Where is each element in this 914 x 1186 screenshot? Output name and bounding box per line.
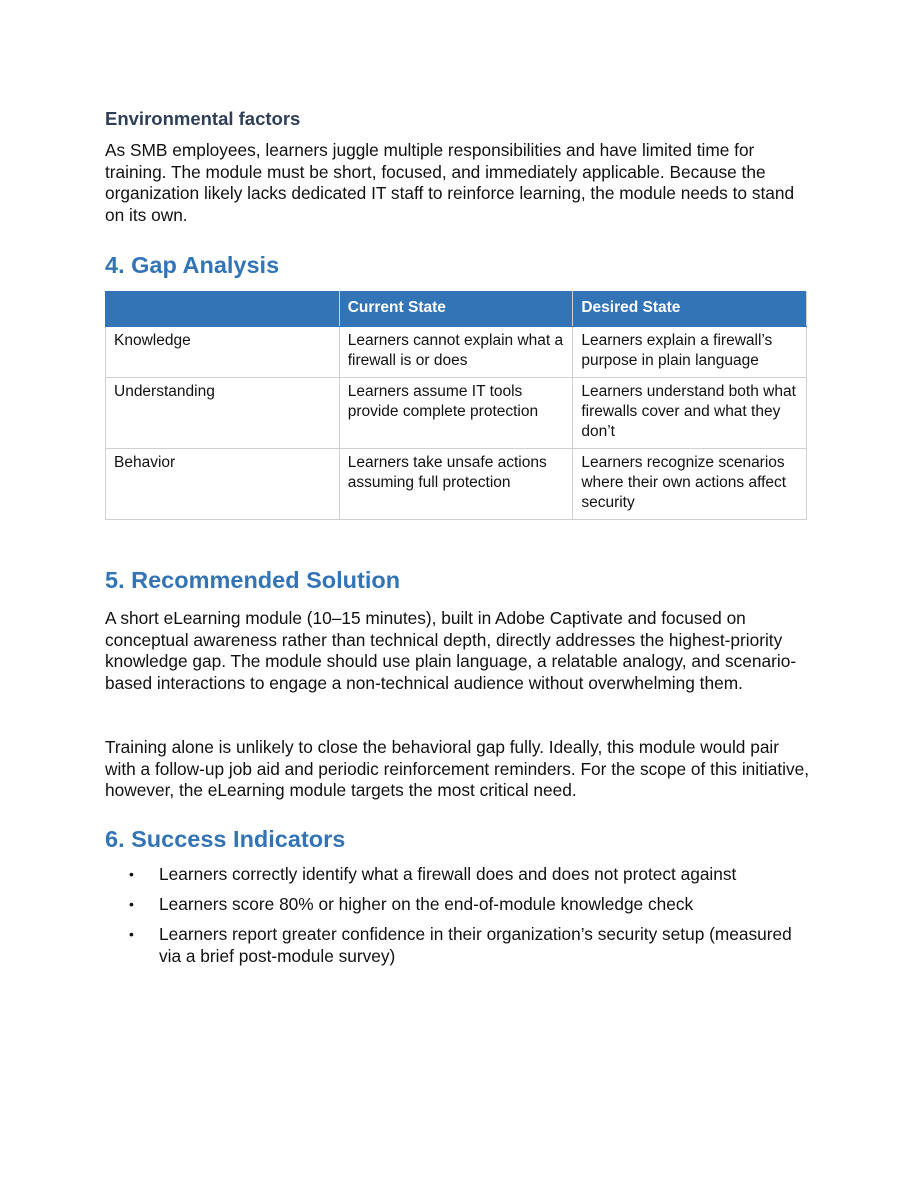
list-item-text: Learners score 80% or higher on the end-of-module knowledge check bbox=[159, 894, 694, 915]
list-item-text: Learners correctly identify what a firewall does and does not protect against bbox=[159, 864, 737, 884]
recommended-solution-heading: 5. Recommended Solution bbox=[105, 567, 401, 593]
current-state-cell: Learners take unsafe actions assuming full protection bbox=[339, 449, 573, 520]
current-state-cell: Learners assume IT tools provide complete protection bbox=[339, 378, 573, 449]
column-header-empty bbox=[106, 292, 340, 327]
bullet-icon: • bbox=[129, 866, 134, 882]
desired-state-cell: Learners explain a firewall’s purpose in plain language bbox=[573, 327, 807, 378]
success-indicators-heading: 6. Success Indicators bbox=[105, 826, 346, 852]
current-state-cell: Learners cannot explain what a firewall is or does bbox=[339, 327, 573, 378]
row-label: Knowledge bbox=[106, 327, 340, 378]
recommended-solution-paragraph-1: A short eLearning module (10–15 minutes), built in Adobe Captivate and focused on conceptual awareness rather than technical depth, directly addresses the highest-priority knowledge gap. The module should use plain language, a relatable analogy, and scenario-based interactions to engage a non-technical audience without overwhelming them. bbox=[105, 608, 797, 693]
environmental-factors-paragraph: As SMB employees, learners juggle multiple responsibilities and have limited time for training. The module must be short, focused, and immediately applicable. Because the organization likely lacks dedicated IT staff to reinforce learning, the module needs to stand on its own. bbox=[105, 140, 795, 225]
list-item bbox=[105, 924, 807, 967]
row-label: Behavior bbox=[106, 449, 340, 520]
table-row bbox=[106, 327, 807, 378]
column-header-desired-state: Desired State bbox=[573, 292, 807, 327]
recommended-solution-paragraph-2: Training alone is unlikely to close the behavioral gap fully. Ideally, this module would pair with a follow-up job aid and periodic reinforcement reminders. For the scope of this initiative, however, the eLearning module targets the most critical need. bbox=[105, 737, 810, 801]
gap-analysis-heading: 4. Gap Analysis bbox=[105, 252, 280, 278]
list-item-text: Learners report greater confidence in their organization’s security setup (measured via a brief post-module survey) bbox=[159, 924, 792, 966]
gap-analysis-table bbox=[105, 291, 807, 520]
table-row bbox=[106, 378, 807, 449]
row-label: Understanding bbox=[106, 378, 340, 449]
environmental-factors-heading: Environmental factors bbox=[105, 108, 301, 129]
bullet-icon: • bbox=[129, 926, 134, 943]
success-indicators-list bbox=[105, 864, 807, 976]
list-item bbox=[105, 894, 807, 916]
bullet-icon: • bbox=[129, 896, 134, 913]
table-header-row bbox=[106, 292, 807, 327]
desired-state-cell: Learners recognize scenarios where their own actions affect security bbox=[573, 449, 807, 520]
column-header-current-state: Current State bbox=[339, 292, 573, 327]
list-item bbox=[105, 864, 807, 886]
table-row bbox=[106, 449, 807, 520]
desired-state-cell: Learners understand both what firewalls cover and what they don’t bbox=[573, 378, 807, 449]
